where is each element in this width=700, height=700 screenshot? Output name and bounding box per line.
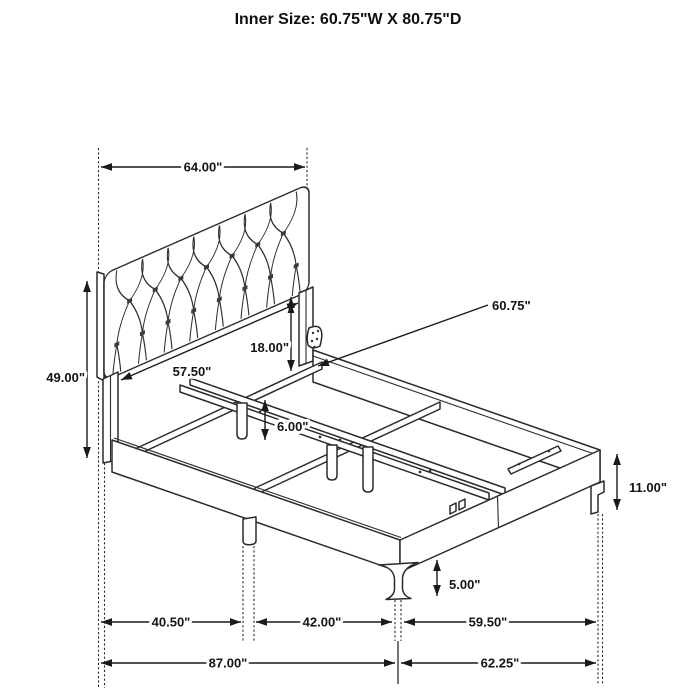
dim-foot-clearance	[437, 560, 480, 596]
overall-length-label: 87.00"	[208, 655, 248, 671]
headboard-clearance-label: 18.00"	[250, 340, 289, 355]
dim-inner-width	[318, 298, 531, 366]
dim-foot-leg-to-end	[404, 615, 596, 630]
seg-42-00-label: 42.00"	[302, 614, 342, 630]
rail-bracket	[307, 326, 322, 347]
dim-headboard-width	[101, 160, 305, 175]
side-rail-leg	[243, 517, 256, 545]
dim-side-rail-height	[617, 454, 667, 510]
metal-foot-leg	[379, 563, 418, 600]
corner-leg-bracket	[591, 481, 604, 514]
overall-foot-width-label: 62.25"	[480, 655, 520, 671]
inner-width-label: 60.75"	[492, 298, 531, 313]
panel-width-label: 57.50"	[172, 364, 212, 379]
headboard-panel-side-face	[97, 272, 104, 381]
headboard-width-label: 64.00"	[183, 159, 223, 175]
foot-clearance-label: 5.00"	[449, 577, 481, 592]
support-leg-b	[327, 445, 337, 480]
headboard-height-label: 49.00"	[46, 370, 85, 385]
front-side-rail	[112, 438, 401, 572]
back-side-rail	[313, 350, 600, 482]
dim-center-leg-to-foot-leg	[256, 615, 392, 630]
side-rail-height-label: 11.00"	[629, 480, 667, 495]
inner-size-title: Inner Size: 60.75"W X 80.75"D	[234, 11, 462, 28]
dim-headboard-height	[46, 281, 87, 458]
seg-59-50-label: 59.50"	[468, 614, 508, 630]
dim-overall-length	[101, 656, 395, 671]
dim-headboard-to-center-leg	[101, 615, 241, 630]
dim-overall-foot-width	[401, 656, 596, 671]
support-leg-c	[363, 447, 373, 492]
seg-40-50-label: 40.50"	[151, 614, 191, 630]
support-leg-a	[237, 403, 247, 439]
center-leg-height-label: 6.00"	[277, 419, 309, 434]
extension-lines	[99, 148, 603, 688]
